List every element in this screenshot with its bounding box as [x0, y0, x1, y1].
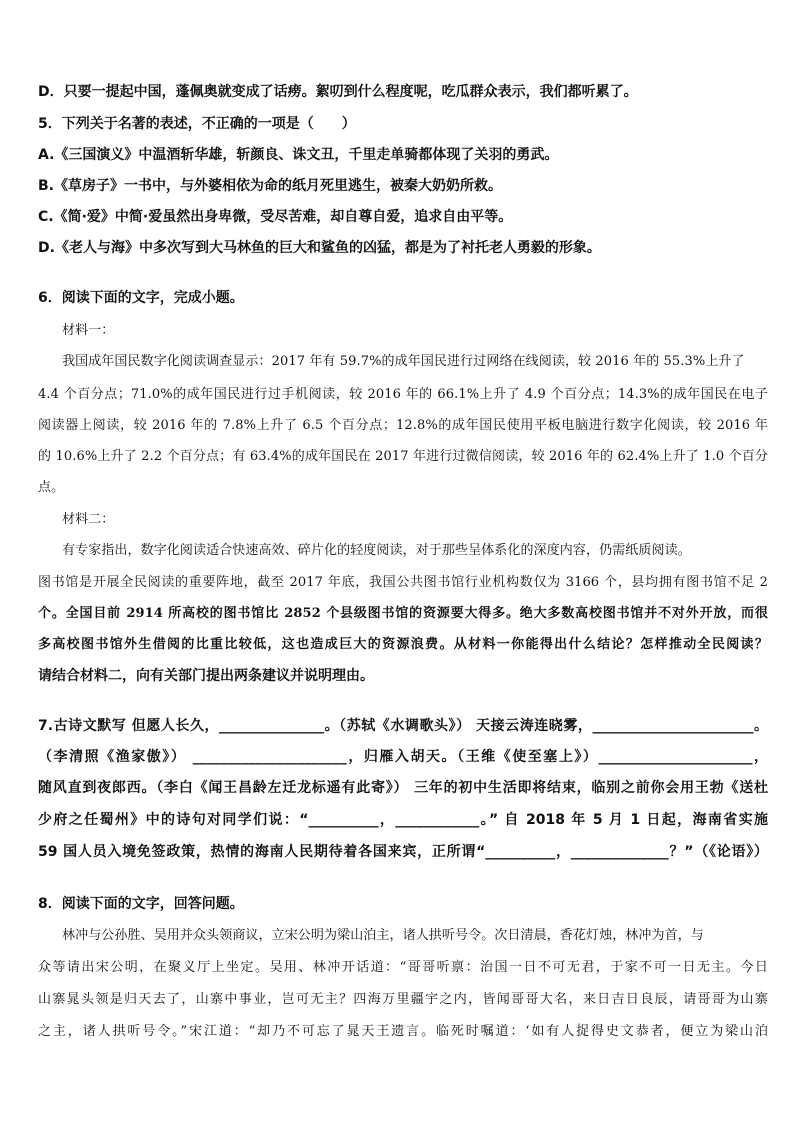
q5-option-a: A.《三国演义》中温酒斩华雄，斩颜良、诛文丑，千里走单骑都体现了关羽的勇武。 — [38, 147, 559, 163]
q6-material2-line: 多高校图书馆外生借阅的比重比较低，这也造成巨大的资源浪费。从材料一你能得出什么结论？怎样推动全民阅读？ — [38, 637, 768, 652]
q4-option-d: D．只要一提起中国，蓬佩奥就变成了话痨。絮叨到什么程度呢，吃瓜群众表示，我们都听累了。 — [38, 84, 638, 100]
q6-material2-label: 材料二： — [62, 512, 115, 527]
q7-line: （李清照《渔家傲》） ______________________，归雁入胡天。（王维《使至塞上》）______________________， — [38, 749, 768, 765]
q8-passage-line: 林冲与公孙胜、吴用并众头领商议，立宋公明为梁山泊主，诸人拱听号令。次日清晨，香花灯烛，林冲为首，与 — [62, 928, 704, 943]
q7-line: 59 国人员入境免签政策，热情的海南人民期待着各国来宾，正所谓“__________，______________？”（《论语》） — [38, 844, 768, 860]
q6-stem: 6．阅读下面的文字，完成小题。 — [38, 290, 244, 306]
q5-option-c: C.《简·爱》中简·爱虽然出身卑微，受尽苦难，却自尊自爱，追求自由平等。 — [38, 209, 513, 225]
q6-material1-line: 的 10.6%上升了 2.2 个百分点；有 63.4%的成年国民在 2017 年进行过微信阅读，较 2016 年的 62.4%上升了 1.0 个百分 — [38, 449, 768, 464]
q6-material1-line: 阅读器上阅读，较 2016 年的 7.8%上升了 6.5 个百分点；12.8%的成年国民使用平板电脑进行数字化阅读，较 2016 年 — [38, 418, 768, 433]
q7-line: 少府之任蜀州》中的诗句对同学们说：“__________，____________。” 自 2018 年 5 月 1 日起，海南省实施 — [38, 812, 768, 828]
q6-material2-line: 有专家指出，数字化阅读适合快速高效、碎片化的轻度阅读，对于那些呈体系化的深度内容，仍需纸质阅读。 — [62, 543, 691, 558]
q8-passage-line: 山寨晁头领是归天去了，山寨中事业，岂可无主？四海万里疆宇之内，皆闻哥哥大名，来日吉日良辰，请哥哥为山寨 — [38, 992, 768, 1007]
q5-option-d: D.《老人与海》中多次写到大马林鱼的巨大和鲨鱼的凶猛，都是为了衬托老人勇毅的形象。 — [38, 240, 601, 256]
q6-material2-line: 图书馆是开展全民阅读的重要阵地，截至 2017 年底，我国公共图书馆行业机构数仅为 3166 个，县均拥有图书馆不足 2 — [38, 575, 768, 590]
q8-passage-line: 众等请出宋公明，在聚义厅上坐定。吴用、林冲开话道：“哥哥听禀：治国一日不可无君，于家不可一日无主。今日 — [38, 960, 768, 975]
q5-option-b: B.《草房子》一书中，与外婆相依为命的纸月死里逃生，被秦大奶奶所救。 — [38, 178, 502, 194]
q7-line: 随风直到夜郎西。（李白《闻王昌龄左迁龙标遥有此寄》） 三年的初中生活即将结束，临别之前你会用王勃《送杜 — [38, 780, 768, 796]
q6-material1-line: 我国成年国民数字化阅读调查显示：2017 年有 59.7%的成年国民进行过网络在线阅读，较 2016 年的 55.3%上升了 — [62, 354, 745, 369]
q8-passage-line: 之主，诸人拱听号令。”宋江道：“却乃不可忘了晁天王遗言。临死时嘱道：‘如有人捉得史文恭者，便立为梁山泊 — [38, 1024, 768, 1039]
q6-material1-line: 4.4 个百分点；71.0%的成年国民进行过手机阅读，较 2016 年的 66.1%上升了 4.9 个百分点；14.3%的成年国民在电子 — [38, 387, 768, 402]
q6-question: 请结合材料二，向有关部门提出两条建议并说明理由。 — [38, 668, 374, 684]
q5-stem: 5．下列关于名著的表述，不正确的一项是（ ） — [38, 116, 356, 132]
q6-material1-line: 点。 — [38, 480, 65, 495]
q6-material1-label: 材料一： — [62, 323, 115, 338]
q6-material2-line: 个。全国目前 2914 所高校的图书馆比 2852 个县级图书馆的资源要大得多。绝大多数高校图书馆并不对外开放，而很 — [38, 606, 768, 621]
q8-stem: 8．阅读下面的文字，回答问题。 — [38, 896, 244, 912]
q7-line: 7.古诗文默写 但愿人长久，_______________。（苏轼《水调歌头》） 天接云涛连晓雾，_______________________。 — [38, 718, 768, 734]
